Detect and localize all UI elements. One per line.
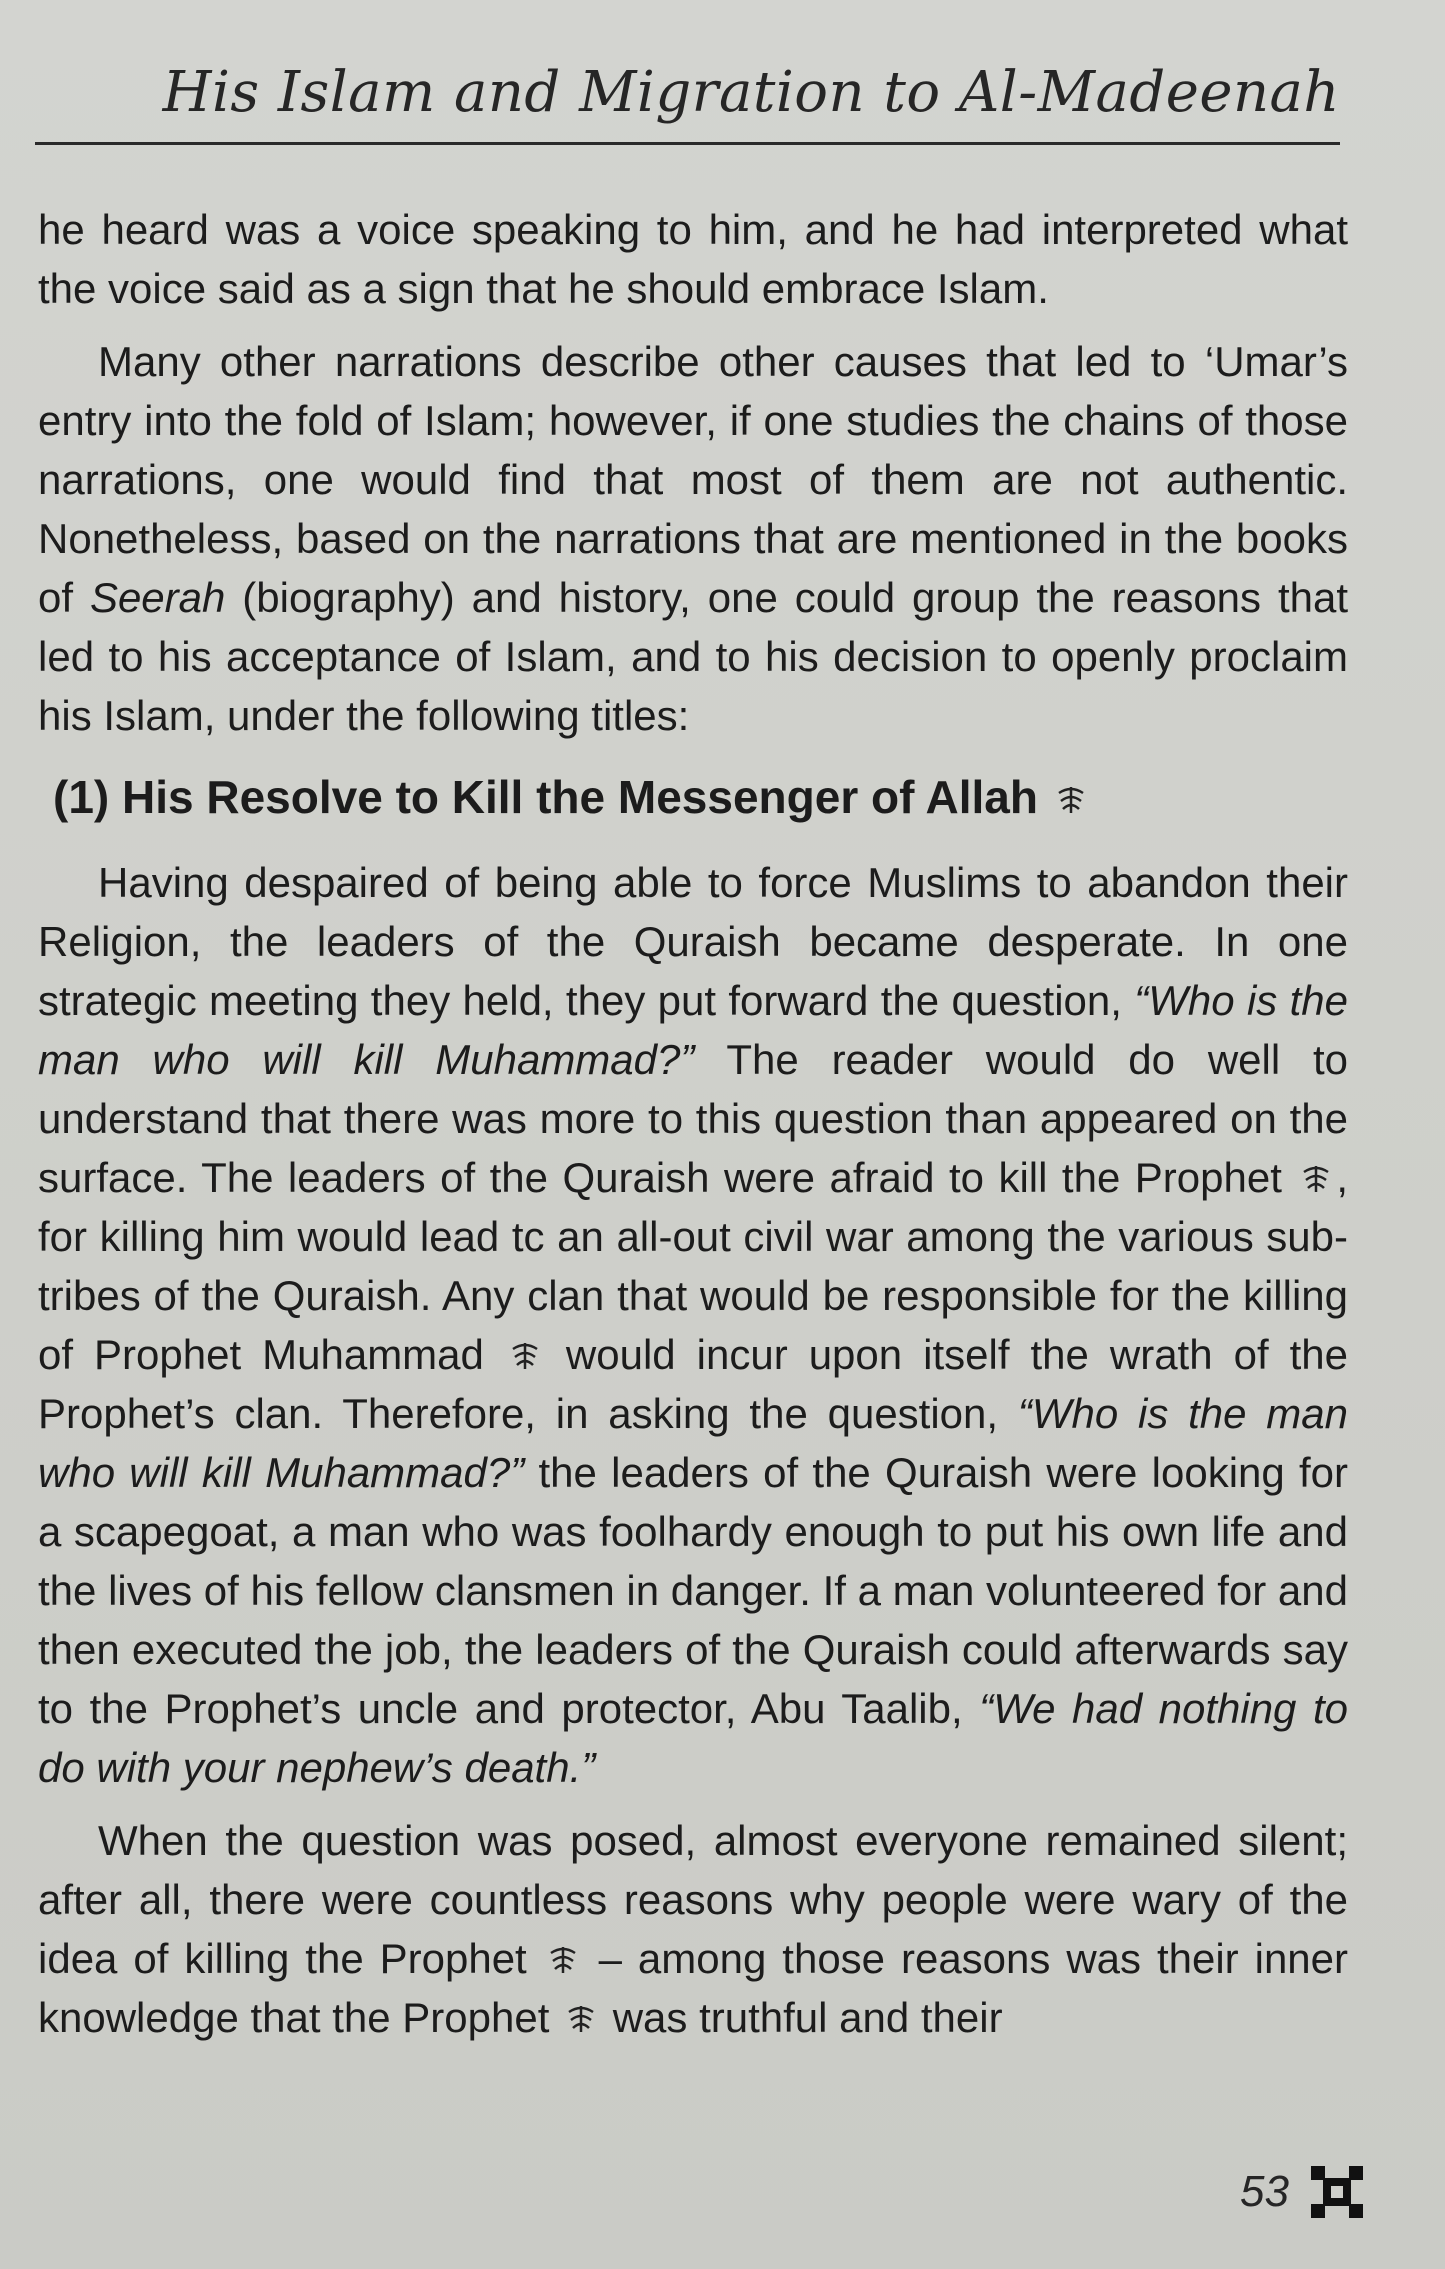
running-header (35, 60, 1340, 145)
quote-question: “Who is the man who will kill Muhammad?” (38, 977, 1348, 1083)
salutation-icon (1300, 1162, 1332, 1194)
salutation-icon (1055, 783, 1087, 815)
paragraph-2: Many other narrations describe other causes that led to ‘Umar’s entry into the fold of Islam; however, if one studies the chains of those narrations, one would find that most of them are not authentic. Nonetheless, based on the narrations that are mentioned in the books of Seerah (biography) and history, one could group the reasons that led to his acceptance of Islam, and to his decision to openly proclaim his Islam, under the following titles: (38, 338, 1348, 739)
page-body (38, 200, 1348, 2061)
page-ornament-icon (1309, 2164, 1365, 2220)
section-heading: (1) His Resolve to Kill the Messenger of Allah (53, 767, 1348, 827)
quote-question-repeat: “Who is the man who will kill Muhammad?” (38, 1390, 1348, 1496)
page-footer (1240, 2157, 1365, 2227)
paragraph-1: he heard was a voice speaking to him, and he had interpreted what the voice said as a sign that he should embrace Islam. (38, 206, 1348, 312)
page-number: 53 (1240, 2167, 1289, 2216)
chapter-title: His Islam and Migration to Al-Madeenah (162, 60, 1340, 125)
quote-abu-taalib: “We had nothing to do with your nephew’s death.” (38, 1685, 1348, 1791)
salutation-icon (509, 1339, 541, 1371)
salutation-icon (565, 2002, 597, 2034)
paragraph-3: Having despaired of being able to force Muslims to abandon their Religion, the leaders of the Quraish became desperate. In one strategic meeting they held, they put forward the question, “Who is the man who will kill Muhammad?” The reader would do well to understand that there was more to this question than appeared on the surface. The leaders of the Quraish were afraid to kill the Prophet , for killing him would lead tc an all-out civil war among the various sub-tribes of the Quraish. Any clan that would be responsible for the killing of Prophet Muhammad would incur upon itself the wrath of the Prophet’s clan. Therefore, in asking the question, “Who is the man who will kill Muhammad?” the leaders of the Quraish were looking for a scapegoat, a man who was foolhardy enough to put his own life and the lives of his fellow clansmen in danger. If a man volunteered for and then executed the job, the leaders of the Quraish could afterwards say to the Prophet’s uncle and protector, Abu Taalib, “We had nothing to do with your nephew’s death.” (38, 859, 1349, 1791)
term-seerah: Seerah (89, 574, 226, 621)
paragraph-4: When the question was posed, almost everyone remained silent; after all, there were countless reasons why people were wary of the idea of killing the Prophet – among those reasons was their inner knowledge that the Prophet was truthful and their (38, 1817, 1349, 2041)
salutation-icon (547, 1943, 579, 1975)
